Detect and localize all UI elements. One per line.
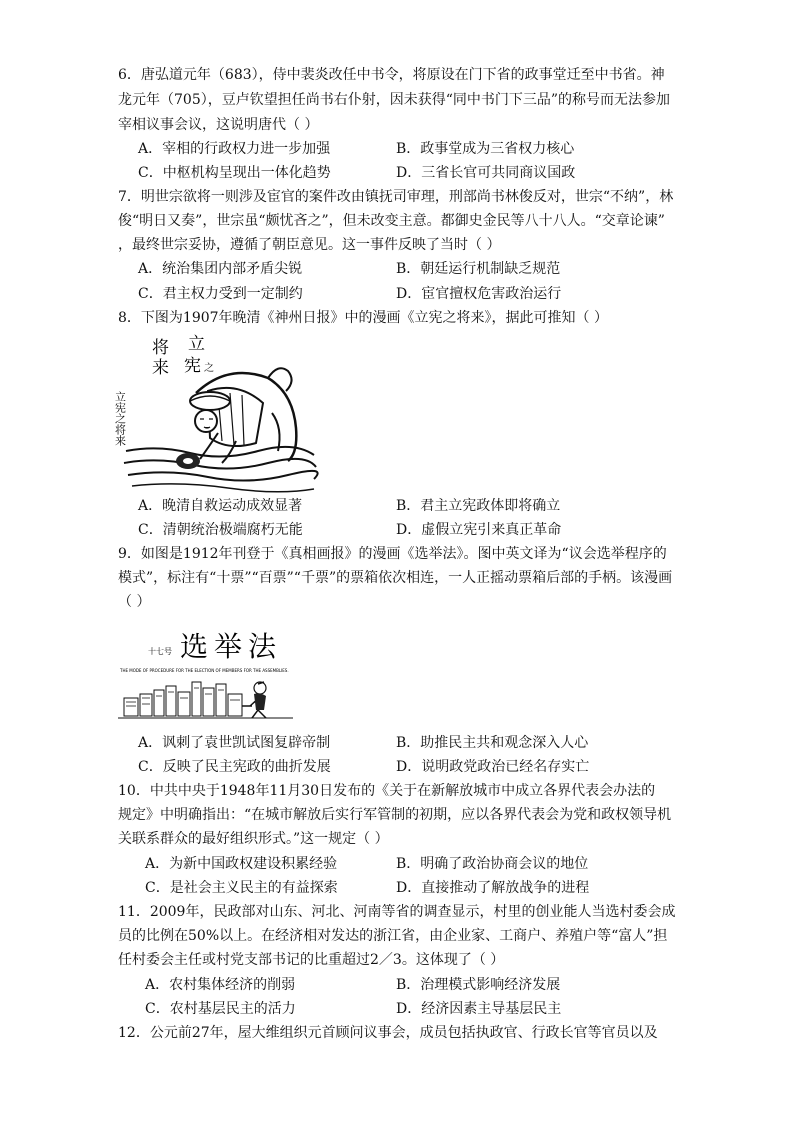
- question-7-line-3: ，最终世宗妥协，遵循了朝臣意见。这一事件反映了当时（ ）: [118, 237, 501, 253]
- question-10-line-1: 10．中共中央于1948年11月30日发布的《关于在新解放城市中成立各界代表会办法的: [118, 783, 656, 799]
- question-6-line-3: 宰相议事会议，这说明唐代（ ）: [118, 117, 319, 133]
- question-10-option-b[interactable]: B．明确了政治协商会议的地位: [396, 856, 589, 872]
- cartoon8-title-char-2: 宪: [184, 356, 201, 376]
- cartoon8-title-char-3: 之: [204, 363, 214, 374]
- question-8-option-d[interactable]: D．虚假立宪引来真正革命: [396, 522, 562, 538]
- question-9-line-1: 9．如图是1912年刊登于《真相画报》的漫画《选举法》。图中英文译为“议会选举程序的: [118, 546, 667, 562]
- question-6-option-a[interactable]: A．宰相的行政权力进一步加强: [138, 141, 331, 157]
- question-11-line-1: 11．2009年，民政部对山东、河北、河南等省的调查显示，村里的创业能人当选村委会成: [118, 904, 676, 920]
- question-9-option-d[interactable]: D．说明政党政治已经名存实亡: [396, 759, 590, 775]
- question-7-option-c[interactable]: C．君主权力受到一定制约: [138, 286, 303, 302]
- question-6-option-d[interactable]: D．三省长官可共同商议国政: [396, 165, 576, 181]
- cartoon8-title-char-5: 来: [152, 358, 169, 378]
- cartoon9-caption: THE MODE OF PROCEDURE FOR THE ELECTION OF MEMBERS FOR THE ASSEMBLIES.: [120, 668, 289, 673]
- question-10-option-d[interactable]: D．直接推动了解放战争的进程: [396, 880, 590, 896]
- cartoon9-prefix: 十七号: [148, 647, 172, 656]
- question-11-option-b[interactable]: B．治理模式影响经济发展: [396, 977, 561, 993]
- cartoon8-title-char-4: 将: [152, 338, 169, 358]
- cartoon8-signature: 立宪之将来: [113, 391, 127, 446]
- question-9-option-a[interactable]: A．讽刺了袁世凯试图复辟帝制: [138, 735, 331, 751]
- question-9-line-3: （ ）: [118, 594, 151, 610]
- question-6-option-b[interactable]: B．政事堂成为三省权力核心: [396, 141, 575, 157]
- question-7-line-2: 俊“明日又奏”，世宗虽“颇忧吝之”，但未改变主意。都御史金民等八十八人。“交章论谏”: [118, 213, 665, 229]
- question-8-option-c[interactable]: C．清朝统治极端腐朽无能: [138, 522, 303, 538]
- cartoon9-title: 选举法: [180, 630, 283, 663]
- question-7-option-a[interactable]: A．统治集团内部矛盾尖锐: [138, 261, 303, 277]
- question-11-option-c[interactable]: C．农村基层民主的活力: [145, 1001, 296, 1017]
- question-9-option-c[interactable]: C．反映了民主宪政的曲折发展: [138, 759, 331, 775]
- cartoon-election-law: [118, 618, 293, 723]
- question-7-option-b[interactable]: B．朝廷运行机制缺乏规范: [396, 261, 561, 277]
- question-6-line-2: 龙元年（705），豆卢钦望担任尚书右仆射，因未获得“同中书门下三品”的称号而无法参加: [118, 92, 671, 108]
- question-6-line-1: 6．唐弘道元年（683），侍中裴炎改任中书令，将原设在门下省的政事堂迁至中书省。神: [118, 67, 665, 83]
- question-7-option-d[interactable]: D．宦官擅权危害政治运行: [396, 286, 562, 302]
- question-8-option-a[interactable]: A．晚清自救运动成效显著: [138, 498, 303, 514]
- question-10-option-c[interactable]: C．是社会主义民主的有益探索: [145, 880, 338, 896]
- question-9-option-b[interactable]: B．助推民主共和观念深入人心: [396, 735, 589, 751]
- question-9-line-2: 模式”，标注有“十票”“百票”“千票”的票箱依次相连，一人正摇动票箱后部的手柄。该漫画: [118, 570, 673, 586]
- question-6-option-c[interactable]: C．中枢机构呈现出一体化趋势: [138, 165, 331, 181]
- question-10-line-3: 关联系群众的最好组织形式。”这一规定（ ）: [118, 831, 389, 847]
- question-11-option-d[interactable]: D．经济因素主导基层民主: [396, 1001, 562, 1017]
- question-7-line-1: 7．明世宗欲将一则涉及宦官的案件改由镇抚司审理，刑部尚书林俊反对，世宗“不纳”，林: [118, 189, 674, 205]
- question-10-line-2: 规定》中明确指出：“在城市解放后实行军管制的初期，应以各界代表会为党和政权领导机: [118, 807, 672, 823]
- question-8-line-1: 8．下图为1907年晚清《神州日报》中的漫画《立宪之将来》，据此可推知（ ）: [118, 310, 608, 326]
- question-8-option-b[interactable]: B．君主立宪政体即将确立: [396, 498, 561, 514]
- question-11-line-2: 员的比例在50%以上。在经济相对发达的浙江省，由企业家、工商户、养殖户等“富人”担: [118, 928, 668, 944]
- question-10-option-a[interactable]: A．为新中国政权建设积累经验: [145, 856, 338, 872]
- question-11-line-3: 任村委会主任或村党支部书记的比重超过2／3。这体现了（ ）: [118, 952, 505, 968]
- question-11-option-a[interactable]: A．农村集体经济的削弱: [145, 977, 296, 993]
- cartoon-constitution-future: [113, 333, 318, 493]
- cartoon8-title-char-1: 立: [188, 334, 205, 354]
- question-12-line-1: 12．公元前27年，屋大维组织元首顾问议事会，成员包括执政官、行政长官等官员以及: [118, 1025, 658, 1041]
